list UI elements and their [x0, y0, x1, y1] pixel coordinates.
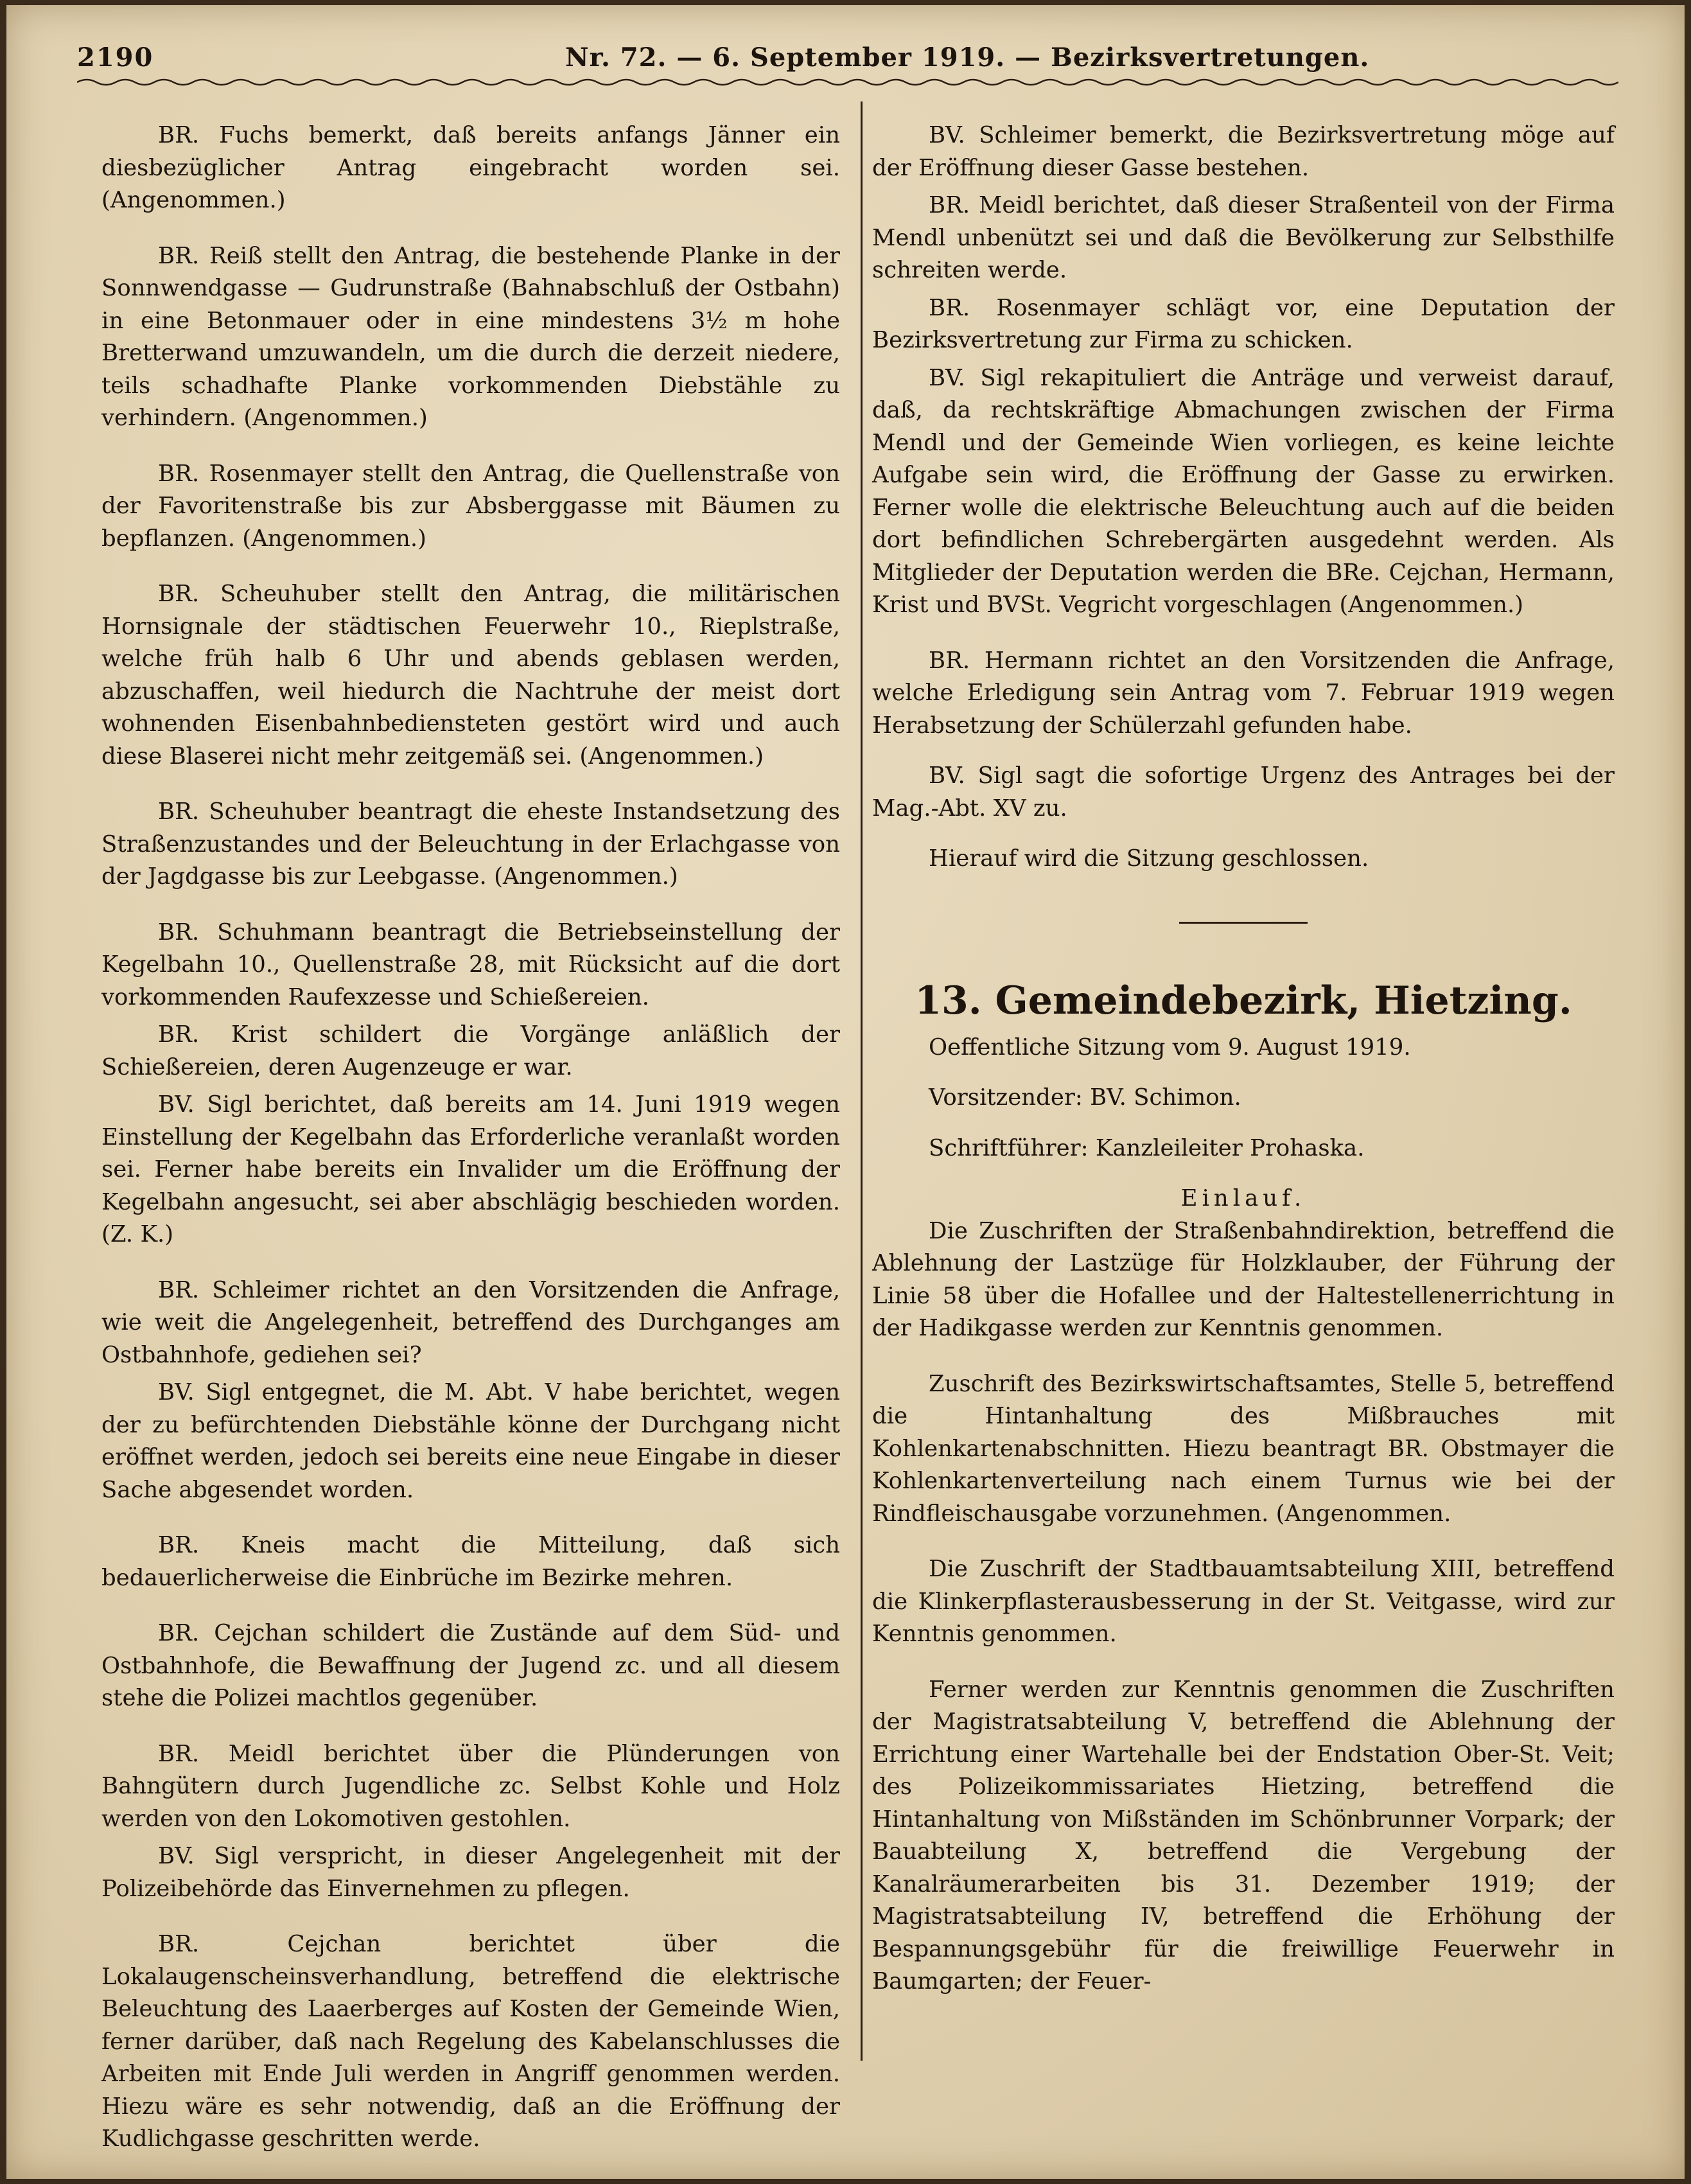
paragraph: BR. Fuchs bemerkt, daß bereits anfangs Jänner ein diesbezüglicher Antrag eingebracht worden sei. (Angenommen.) — [101, 122, 840, 213]
left-column — [101, 119, 840, 2156]
page-header — [77, 36, 1618, 81]
secretary-line: Schriftführer: Kanzleileiter Prohaska. — [929, 1134, 1365, 1161]
paragraph: BV. Sigl entgegnet, die M. Abt. V habe berichtet, wegen der zu befürchtenden Diebstähle könne der Durchgang nicht eröffnet werden, jedoch sei bereits eine neue Eingabe in dieser Sache abgesendet worden. — [101, 1379, 840, 1503]
paragraph: BR. Meidl berichtet über die Plünderungen von Bahngütern durch Jugendliche zc. Selbst Kohle und Holz werden von den Lokomotiven gestohlen. — [101, 1740, 840, 1832]
header-title: Nr. 72. — 6. September 1919. — Bezirksvertretungen. — [565, 42, 1370, 73]
column-divider — [861, 101, 863, 2061]
newspaper-page — [6, 5, 1685, 2179]
paragraph: BR. Schleimer richtet an den Vorsitzenden die Anfrage, wie weit die Angelegenheit, betreffend des Durchganges am Ostbahnhofe, gediehen sei? — [101, 1276, 840, 1368]
paragraph: Ferner werden zur Kenntnis genommen die Zuschriften der Magistratsabteilung V, betreffend die Ablehnung der Errichtung einer Wartehalle bei der Endstation Ober-St. Veit; des Polizeikommissariates Hietzing, betreffend die Hintanhaltung von Mißständen im Schönbrunner Vorpark; der Bauabteilung X, betreffend die Vergebung der Kanalräumerarbeiten bis 31. Dezember 1919; der Magistratsabteilung IV, betreffend die Erhöhung der Bespannungsgebühr für die freiwillige Feuerwehr in Baumgarten; der Feuer- — [872, 1676, 1615, 1995]
paragraph: Die Zuschriften der Straßenbahndirektion, betreffend die Ablehnung der Lastzüge für Holzklauber, der Führung der Linie 58 über die Hofallee und der Haltestellenerrichtung in der Hadikgasse werden zur Kenntnis genommen. — [872, 1217, 1615, 1341]
paragraph: BR. Meidl berichtet, daß dieser Straßenteil von der Firma Mendl unbenützt sei und daß die Bevölkerung zur Selbsthilfe schreiten werde. — [872, 192, 1615, 283]
paragraph: BR. Krist schildert die Vorgänge anläßlich der Schießereien, deren Augenzeuge er war. — [101, 1021, 840, 1080]
paragraph: BV. Sigl rekapituliert die Anträge und verweist darauf, daß, da rechtskräftige Abmachungen zwischen der Firma Mendl und der Gemeinde Wien vorliegen, es keine leichte Aufgabe sein wird, die Eröffnung der Gasse zu erwirken. Ferner wolle die elektrische Beleuchtung auch auf die beiden dort befindlichen Schrebergärten ausgedehnt werden. Als Mitglieder der Deputation werden die BRe. Cejchan, Hermann, Krist und BVSt. Vegricht vorgeschlagen (Angenommen.) — [872, 364, 1615, 618]
subheading: Einlauf. — [1180, 1185, 1306, 1211]
paragraph: BR. Hermann richtet an den Vorsitzenden die Anfrage, welche Erledigung sein Antrag vom 7. Februar 1919 wegen Herabsetzung der Schülerzahl gefunden habe. — [872, 647, 1615, 739]
paragraph: BV. Sigl verspricht, in dieser Angelegenheit mit der Polizeibehörde das Einvernehmen zu pflegen. — [101, 1843, 840, 1902]
paragraph: Hierauf wird die Sitzung geschlossen. — [929, 845, 1369, 872]
paragraph: BR. Cejchan schildert die Zustände auf dem Süd- und Ostbahnhofe, die Bewaffnung der Jugend zc. und all diesem stehe die Polizei machtlos gegenüber. — [101, 1620, 840, 1711]
paragraph: Zuschrift des Bezirkswirtschaftsamtes, Stelle 5, betreffend die Hintanhaltung des Mißbrauches mit Kohlenkartenabschnitten. Hiezu beantragt BR. Obstmayer die Kohlenkartenverteilung nach einem Turnus wie bei der Rindfleischausgabe vorzunehmen. (Angenommen. — [872, 1370, 1615, 1527]
session-line: Oeffentliche Sitzung vom 9. August 1919. — [929, 1034, 1411, 1061]
chair-line: Vorsitzender: BV. Schimon. — [929, 1084, 1241, 1111]
page-number: 2190 — [77, 42, 154, 73]
paragraph: BV. Sigl berichtet, daß bereits am 14. Juni 1919 wegen Einstellung der Kegelbahn das Erforderliche veranlaßt worden sei. Ferner habe bereits ein Invalider um die Eröffnung der Kegelbahn angesucht, sei aber abschlägig beschieden worden. (Z. K.) — [101, 1091, 840, 1247]
paragraph: BV. Sigl sagt die sofortige Urgenz des Antrages bei der Mag.-Abt. XV zu. — [872, 762, 1615, 822]
paragraph: BR. Scheuhuber beantragt die eheste Instandsetzung des Straßenzustandes und der Beleuchtung in der Erlachgasse von der Jagdgasse bis zur Leebgasse. (Angenommen.) — [101, 798, 840, 890]
header-wavy-rule — [77, 77, 1618, 87]
paragraph: BR. Reiß stellt den Antrag, die bestehende Planke in der Sonnwendgasse — Gudrunstraße (Bahnabschluß der Ostbahn) in eine Betonmauer oder in eine mindestens 3½ m hohe Bretterwand umzuwandeln, um die durch die derzeit niedere, teils schadhafte Planke vorkommenden Diebstähle zu verhindern. (Angenommen.) — [101, 242, 840, 431]
paragraph: BV. Schleimer bemerkt, die Bezirksvertretung möge auf der Eröffnung dieser Gasse bestehen. — [872, 122, 1615, 181]
section-separator — [1179, 922, 1308, 924]
paragraph: BR. Schuhmann beantragt die Betriebseinstellung der Kegelbahn 10., Quellenstraße 28, mit Rücksicht auf die dort vorkommenden Raufexzesse und Schießereien. — [101, 919, 840, 1010]
section-title: 13. Gemeindebezirk, Hietzing. — [915, 978, 1572, 1023]
paragraph: BR. Scheuhuber stellt den Antrag, die militärischen Hornsignale der städtischen Feuerwehr 10., Rieplstraße, welche früh halb 6 Uhr und abends geblasen werden, abzuschaffen, weil hiedurch die Nachtruhe der meist dort wohnenden Eisenbahnbediensteten gestört wird und auch diese Blaserei nicht mehr zeitgemäß sei. (Angenommen.) — [101, 581, 840, 770]
paragraph: Die Zuschrift der Stadtbauamtsabteilung XIII, betreffend die Klinkerpflasterausbesserung in der St. Veitgasse, wird zur Kenntnis genommen. — [872, 1556, 1615, 1647]
paragraph: BR. Cejchan berichtet über die Lokalaugenscheinsverhandlung, betreffend die elektrische Beleuchtung des Laaerberges auf Kosten der Gemeinde Wien, ferner darüber, daß nach Regelung des Kabelanschlusses die Arbeiten mit Ende Juli werden in Angriff genommen werden. Hiezu wäre es sehr notwendig, daß an die Eröffnung der Kudlichgasse geschritten werde. — [101, 1931, 840, 2152]
paragraph: BR. Rosenmayer schlägt vor, eine Deputation der Bezirksvertretung zur Firma zu schicken. — [872, 294, 1615, 353]
paragraph: BR. Kneis macht die Mitteilung, daß sich bedauerlicherweise die Einbrüche im Bezirke mehren. — [101, 1532, 840, 1591]
paragraph: BR. Rosenmayer stellt den Antrag, die Quellenstraße von der Favoritenstraße bis zur Absberggasse mit Bäumen zu bepflanzen. (Angenommen.) — [101, 460, 840, 552]
right-column — [872, 119, 1615, 1998]
